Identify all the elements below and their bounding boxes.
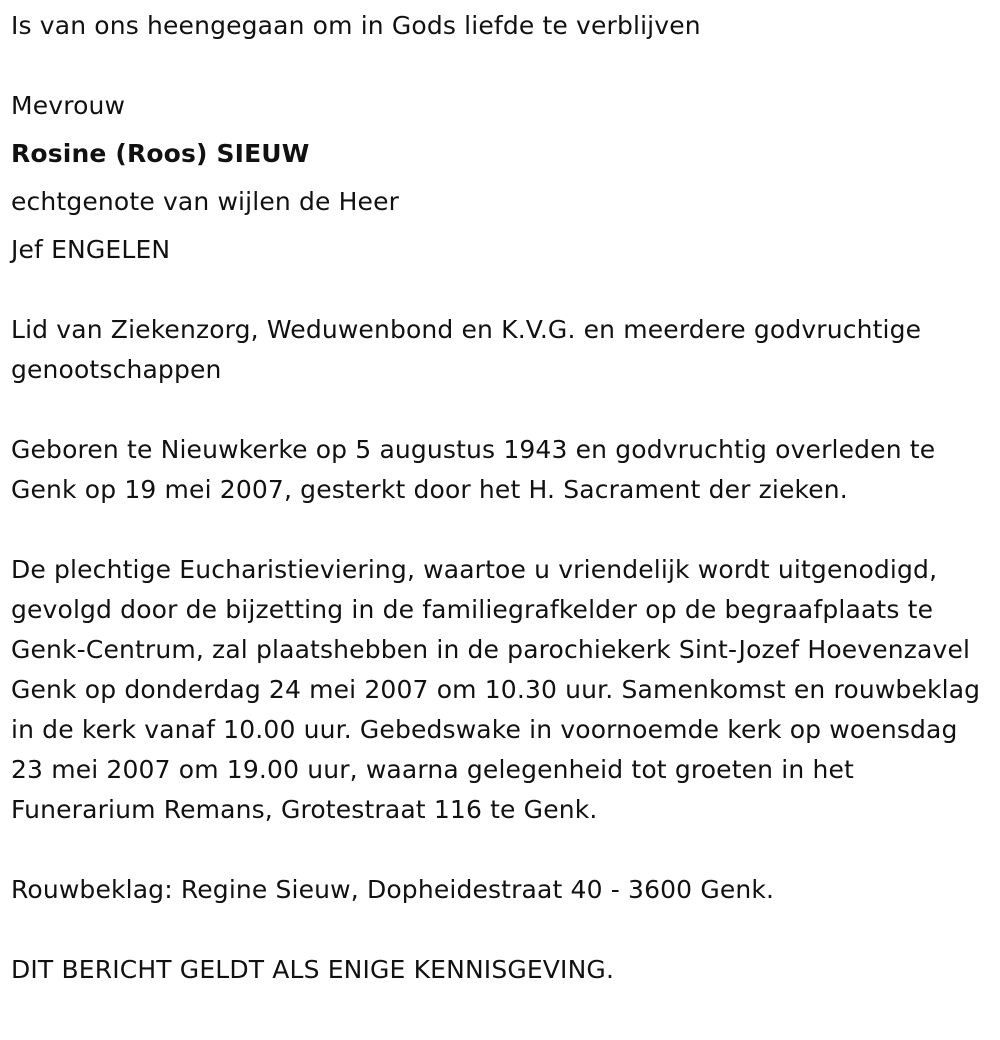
ceremony-paragraph: De plechtige Eucharistieviering, waartoe u vriendelijk wordt uitgenodigd, gevolgd door de bijzetting in de familiegrafkelder op de begraafplaats te Genk-Centrum, zal plaatshebben in de parochiekerk Sint-Jozef Hoevenzavel Genk op donderdag 24 mei 2007 om 10.30 uur. Samenkomst en rouwbeklag in de kerk vanaf 10.00 uur. Gebedswake in voornoemde kerk op woensdag 23 mei 2007 om 19.00 uur, waarna gelegenheid tot groeten in het Funerarium Remans, Grotestraat 116 te Genk.: [11, 555, 981, 824]
spacer: [11, 910, 996, 950]
spacer: [11, 270, 996, 310]
relation-text: echtgenote van wijlen de Heer: [11, 187, 400, 216]
spacer: [11, 46, 996, 86]
condolences-text: Rouwbeklag: Regine Sieuw, Dopheidestraat 40 - 3600 Genk.: [11, 875, 775, 904]
spacer: [11, 830, 996, 870]
birth-death-paragraph: Geboren te Nieuwkerke op 5 augustus 1943 en godvruchtig overleden te Genk op 19 mei 2007, gesterkt door het H. Sacrament der zieken.: [11, 435, 936, 504]
spacer: [11, 390, 996, 430]
closing-text: DIT BERICHT GELDT ALS ENIGE KENNISGEVING.: [11, 955, 615, 984]
intro-text: Is van ons heengegaan om in Gods liefde te verblijven: [11, 11, 701, 40]
spacer: [11, 222, 996, 230]
spacer: [11, 174, 996, 182]
spacer: [11, 126, 996, 134]
salutation: Mevrouw: [11, 91, 126, 120]
deceased-name: Rosine (Roos) SIEUW: [11, 139, 310, 168]
spouse-name: Jef ENGELEN: [11, 235, 171, 264]
death-notice: [11, 6, 996, 990]
spacer: [11, 510, 996, 550]
memberships-paragraph: Lid van Ziekenzorg, Weduwenbond en K.V.G. en meerdere godvruchtige genootschappen: [11, 315, 922, 384]
